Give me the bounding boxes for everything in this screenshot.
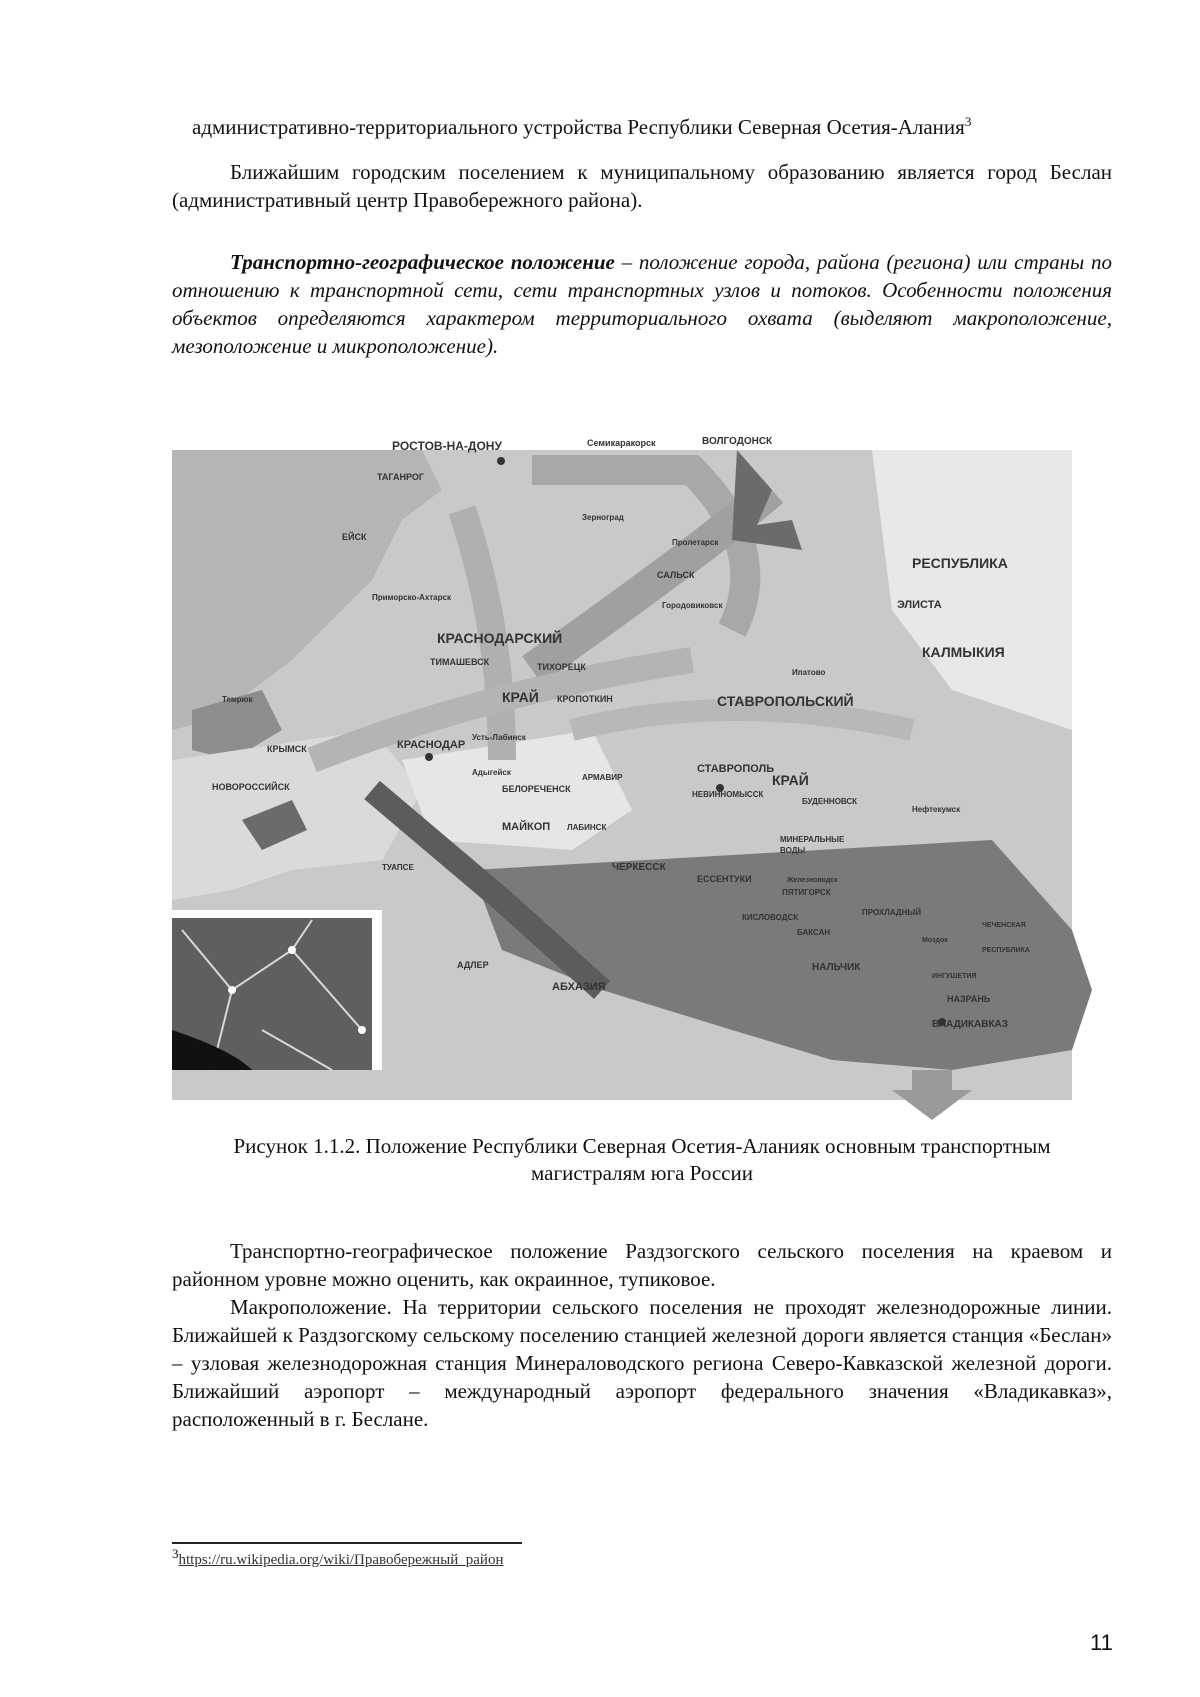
map-label-vody: ВОДЫ [780,846,806,855]
map-label-krasnodar-kray: КРАСНОДАРСКИЙ [437,630,563,646]
map-label-krasnodar: КРАСНОДАР [397,739,466,751]
map-label-adler: АДЛЕР [457,960,489,970]
map-label-zernograd: Зерноград [582,513,624,522]
map-label-neftekumsk: Нефтекумск [912,805,961,814]
figure-caption [172,1133,1112,1187]
footnote-ref[interactable]: 3 [964,114,972,129]
map-label-semikarakorsk: Семикаракорск [587,438,656,448]
tgp-paragraph: Транспортно-географическое положение Раздзогского сельского поселения на краевом и районном уровне можно оценить, как окраинное, тупиковое. [172,1239,1112,1291]
map-label-ipatovo: Ипатово [792,668,826,677]
caption-line-1: Рисунок 1.1.2. Положение Республики Северная Осетия-Аланияк основным транспортным [233,1134,1051,1158]
map-label-pyatigorsk: ПЯТИГОРСК [782,888,831,897]
map-label-baksan: БАКСАН [797,928,831,937]
footnote-number: 3 [172,1546,179,1561]
map-label-belorechensk: БЕЛОРЕЧЕНСК [502,784,571,794]
map-label-krymsk: КРЫМСК [267,744,307,754]
definition-term: Транспортно-географическое положение [230,250,615,274]
map-label-rostov: РОСТОВ-НА-ДОНУ [392,439,502,453]
map-label-tikhoretsk: ТИХОРЕЦК [537,662,586,672]
heading-continuation: административно-территориального устройства Республики Северная Осетия-Алания$^3$ [192,114,972,139]
map-label-armavir: АРМАВИР [582,773,623,782]
map-label-ingushetia: ИНГУШЕТИЯ [932,973,977,980]
map-label-abkhazia: АБХАЗИЯ [552,981,606,993]
map-label-mozdok: Моздок [922,937,948,944]
map-label-taganrog: ТАГАНРОГ [377,472,424,482]
footnote-link[interactable]: https://ru.wikipedia.org/wiki/Правобережный_район [178,1552,504,1568]
map-label-kray2: КРАЙ [772,772,809,788]
map-label-nevinnomyssk: НЕВИННОМЫССК [692,790,764,799]
map-label-elista: ЭЛИСТА [897,599,942,611]
map-label-proletarsk: Пролетарск [672,538,719,547]
map-label-tuapse: ТУАПСЕ [382,863,414,872]
map-label-temryuk: Темрюк [222,695,253,704]
map-label-essentuki: ЕССЕНТУКИ [697,874,752,884]
map-label-zheleznovodsk: Железноводск [787,877,838,884]
map-label-nazran: НАЗРАНЬ [947,994,991,1004]
definition-paragraph [172,248,1112,360]
definition-text: – положение города, района (региона) или страны по отношению к транспортной сети, сети транспортных узлов и потоков. Особенности положения объектов определяются характером территориального охвата (выделяют макроположение, мезоположение и микроположение). [172,250,1113,358]
map-label-gorodovikovsk: Городовиковск [662,601,723,610]
map-label-respublika: РЕСПУБЛИКА [912,555,1008,571]
map-label-kray: КРАЙ [502,689,539,705]
map-label-mineralnye: МИНЕРАЛЬНЫЕ [780,835,845,844]
map-label-primorsko: Приморско-Ахтарск [372,593,451,602]
transport-map [172,430,1112,1120]
map-label-ust-labinsk: Усть-Лабинск [472,733,526,742]
map-label-maykop: МАЙКОП [502,821,551,833]
page-number: 11 [1090,1630,1113,1655]
map-label-cherkessk: ЧЕРКЕССК [612,862,666,873]
map-label-yeysk: ЕЙСК [342,532,367,542]
map-label-novorossiysk: НОВОРОССИЙСК [212,782,290,792]
nearest-settlement-paragraph: Ближайшим городским поселением к муниципальному образованию является город Беслан (административный центр Правобережного района). [172,160,1112,212]
footnote [172,1546,504,1569]
footnote-separator [172,1542,522,1544]
map-label-labinsk: ЛАБИНСК [567,823,607,832]
map-label-salsk: САЛЬСК [657,570,695,580]
map-label-budennovsk: БУДЕННОВСК [802,797,858,806]
map-label-prokhladny: ПРОХЛАДНЫЙ [862,908,921,917]
map-label-stavropol-kray: СТАВРОПОЛЬСКИЙ [717,693,854,709]
map-label-vladikavkaz: ВЛАДИКАВКАЗ [932,1019,1009,1030]
caption-line-2: магистралям юга России [531,1161,753,1185]
map-label-respublika2: РЕСПУБЛИКА [982,947,1030,954]
map-label-stavropol: СТАВРОПОЛЬ [697,763,775,775]
map-label-adygeysk: Адыгейск [472,768,511,777]
map-label-timashevsk: ТИМАШЕВСК [430,657,490,667]
map-label-chechenskaya: ЧЕЧЕНСКАЯ [982,922,1026,929]
map-label-nalchik: НАЛЬЧИК [812,962,861,973]
map-label-kislovodsk: КИСЛОВОДСК [742,913,799,922]
macroposition-paragraph: Макроположение. На территории сельского поселения не проходят железнодорожные линии. Ближайшей к Раздзогскому сельскому поселению станцией железной дороги является станция «Беслан» – узловая железнодорожная станция Минераловодского региона Северо-Кавказской железной дороги. Ближайший аэропорт – международный аэропорт федерального значения «Владикавказ», расположенный в г. Беслане. [172,1295,1112,1431]
map-label-kropotkin: КРОПОТКИН [557,694,613,704]
map-label-kalmykia: КАЛМЫКИЯ [922,644,1005,660]
map-label-volgodonsk: ВОЛГОДОНСК [702,436,773,447]
